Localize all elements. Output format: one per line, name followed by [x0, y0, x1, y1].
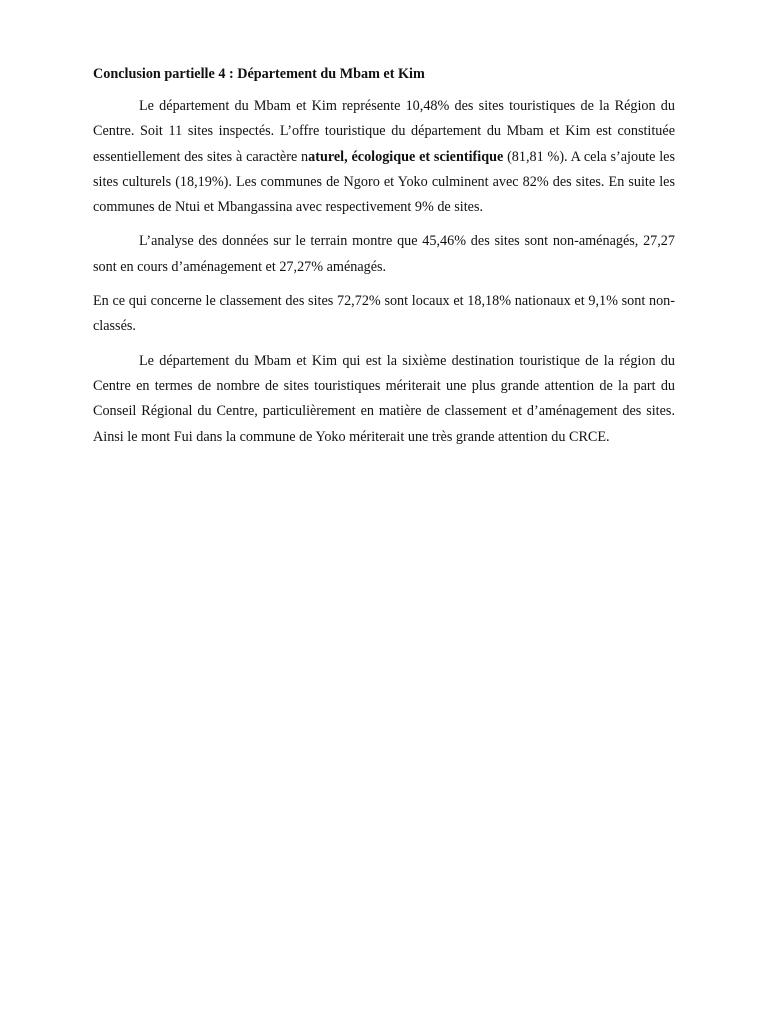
paragraph-recommendation: Le département du Mbam et Kim qui est la sixième destination touristique de la région du Centre en termes de nombre de sites touristiques mériterait une plus grande attention de la part du Conseil Régional du Centre, particulièrement en matière de classement et d’aménagement des sites. Ainsi le mont Fui dans la commune de Yoko mériterait une très grande attention du CRCE. — [93, 352, 675, 445]
section-heading: Conclusion partielle 4 : Département du Mbam et Kim — [93, 66, 425, 82]
paragraph-classification: En ce qui concerne le classement des sites 72,72% sont locaux et 18,18% nationaux et 9,1% sont non-classés. — [93, 293, 675, 335]
document-body — [93, 62, 675, 459]
paragraph-overview — [93, 94, 675, 220]
paragraph-overview-bold-text: aturel, écologique et scientifique — [308, 148, 504, 165]
paragraph-overview-text-end: (81,81 %). A cela s’ajoute les sites culturels (18,19%). Les communes de Ngoro et Yoko culminent avec 82% des sites. En suite les communes de Ntui et Mbangassina avec respectivement 9% de sites. — [93, 148, 675, 216]
paragraph-development-status: L’analyse des données sur le terrain montre que 45,46% des sites sont non-aménagés, 27,27 sont en cours d’aménagement et 27,27% aménagés. — [93, 233, 675, 275]
paragraph-overview-text-start: Le département du Mbam et Kim représente 10,48% des sites touristiques de la Région du Centre. Soit 11 sites inspectés. L’offre touristique du département du Mbam et Kim est constituée essentiellement des sites à caractère n — [93, 98, 675, 165]
